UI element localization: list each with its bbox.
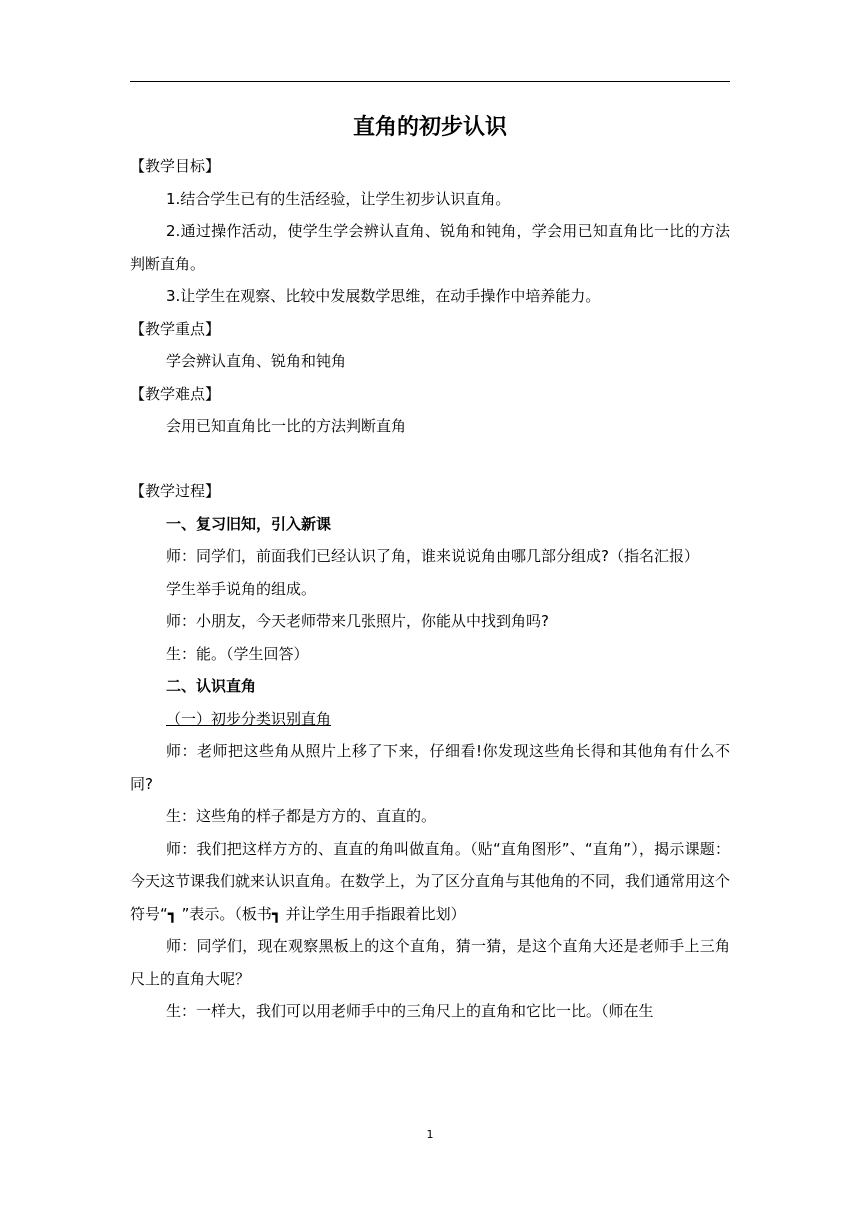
objectives-heading: 【教学目标】 bbox=[130, 157, 221, 175]
key-points-heading: 【教学重点】 bbox=[130, 319, 221, 338]
objective-2: 2.通过操作活动，使学生学会辨认直角、锐角和钝角，学会用已知直角比一比的方法判断直角。 bbox=[130, 222, 730, 273]
difficulties-heading: 【教学难点】 bbox=[130, 384, 221, 403]
document-body bbox=[130, 150, 730, 1028]
paragraph-3: 师：小朋友，今天老师带来几张照片，你能从中找到角吗? bbox=[166, 612, 549, 630]
part1-heading: 一、复习旧知，引入新课 bbox=[166, 514, 332, 533]
paragraph-9: 生：一样大，我们可以用老师手中的三角尺上的直角和它比一比。（师在生 bbox=[166, 1002, 654, 1020]
objective-1: 1.结合学生已有的生活经验，让学生初步认识直角。 bbox=[166, 189, 511, 208]
paragraph-5: 师：老师把这些角从照片上移了下来，仔细看!你发现这些角长得和其他角有什么不同? bbox=[130, 742, 730, 793]
page-title: 直角的初步认识 bbox=[352, 115, 507, 140]
difficulties-text: 会用已知直角比一比的方法判断直角 bbox=[166, 417, 407, 435]
part2-heading: 二、认识直角 bbox=[166, 677, 257, 695]
header-rule bbox=[130, 81, 730, 82]
paragraph-2: 学生举手说角的组成。 bbox=[166, 579, 317, 598]
sub1-heading: （一）初步分类识别直角 bbox=[166, 709, 332, 728]
page-number: 1 bbox=[426, 1128, 434, 1141]
paragraph-7 bbox=[130, 833, 730, 931]
paragraph-7-part-c: 并让学生用手指跟着比划） bbox=[280, 904, 466, 923]
paragraph-8: 师：同学们，现在观察黑板上的这个直角，猜一猜，是这个直角大还是老师手上三角尺上的直角大呢？ bbox=[130, 937, 730, 988]
objective-3: 3.让学生在观察、比较中发展数学思维，在动手操作中培养能力。 bbox=[166, 287, 601, 305]
key-points-text: 学会辨认直角、锐角和钝角 bbox=[166, 352, 347, 370]
paragraph-6: 生：这些角的样子都是方方的、直直的。 bbox=[166, 807, 437, 825]
sub1-heading-line bbox=[130, 703, 730, 736]
right-angle-symbol-2: ┓ bbox=[271, 904, 281, 923]
right-angle-symbol-1: ┓ bbox=[167, 904, 177, 923]
blank-line bbox=[130, 443, 730, 476]
paragraph-4: 生：能。（学生回答） bbox=[166, 644, 309, 663]
paragraph-1: 师：同学们，前面我们已经认识了角，谁来说说角由哪几部分组成?（指名汇报） bbox=[166, 547, 699, 565]
process-heading: 【教学过程】 bbox=[130, 482, 221, 500]
paragraph-7-part-b: ”表示。（板书 bbox=[176, 904, 272, 923]
paragraph-7-part-a: 师：我们把这样方方的、直直的角叫做直角。（贴“直角图形”、“直角”），揭示课题：今天这节课我们就来认识直角。在数学上，为了区分直角与其他角的不同，我们通常用这个符号“ bbox=[130, 839, 731, 923]
